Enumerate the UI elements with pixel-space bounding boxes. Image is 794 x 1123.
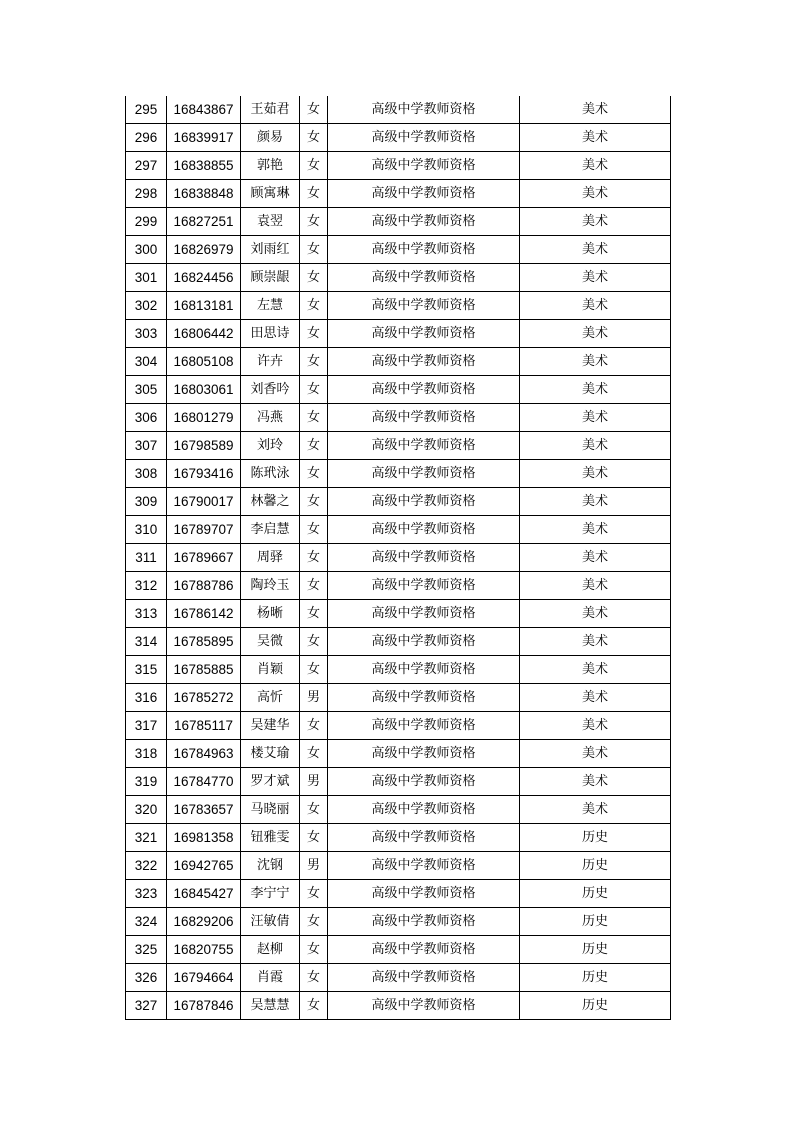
qualification-cell: 高级中学教师资格: [328, 236, 520, 264]
qualification-cell: 高级中学教师资格: [328, 908, 520, 936]
candidate-id-cell: 16785272: [167, 684, 241, 712]
candidate-name-cell: 赵柳: [241, 936, 300, 964]
candidate-name-cell: 吴慧慧: [241, 992, 300, 1020]
subject-cell: 美术: [520, 264, 671, 292]
candidate-name-cell: 顾崇龈: [241, 264, 300, 292]
candidate-id-cell: 16838848: [167, 180, 241, 208]
gender-cell: 女: [300, 824, 328, 852]
candidate-name-cell: 沈钢: [241, 852, 300, 880]
table-row: [126, 180, 671, 208]
candidate-id-cell: 16789667: [167, 544, 241, 572]
subject-cell: 历史: [520, 824, 671, 852]
gender-cell: 女: [300, 236, 328, 264]
gender-cell: 女: [300, 992, 328, 1020]
candidate-id-cell: 16824456: [167, 264, 241, 292]
table-row: [126, 264, 671, 292]
candidate-id-cell: 16843867: [167, 96, 241, 124]
row-number-cell: 308: [126, 460, 167, 488]
table-row: [126, 992, 671, 1020]
candidate-name-cell: 陈玳泳: [241, 460, 300, 488]
subject-cell: 美术: [520, 208, 671, 236]
qualification-cell: 高级中学教师资格: [328, 740, 520, 768]
gender-cell: 女: [300, 292, 328, 320]
row-number-cell: 325: [126, 936, 167, 964]
candidate-id-cell: 16829206: [167, 908, 241, 936]
qualification-cell: 高级中学教师资格: [328, 404, 520, 432]
row-number-cell: 321: [126, 824, 167, 852]
row-number-cell: 298: [126, 180, 167, 208]
candidate-name-cell: 陶玲玉: [241, 572, 300, 600]
table-row: [126, 656, 671, 684]
qualification-cell: 高级中学教师资格: [328, 628, 520, 656]
row-number-cell: 306: [126, 404, 167, 432]
candidate-name-cell: 吴建华: [241, 712, 300, 740]
subject-cell: 美术: [520, 348, 671, 376]
candidate-id-cell: 16845427: [167, 880, 241, 908]
gender-cell: 女: [300, 152, 328, 180]
qualification-cell: 高级中学教师资格: [328, 768, 520, 796]
subject-cell: 历史: [520, 852, 671, 880]
table-row: [126, 432, 671, 460]
row-number-cell: 295: [126, 96, 167, 124]
candidate-name-cell: 顾寓琳: [241, 180, 300, 208]
candidate-id-cell: 16785117: [167, 712, 241, 740]
subject-cell: 美术: [520, 376, 671, 404]
candidate-id-cell: 16813181: [167, 292, 241, 320]
gender-cell: 男: [300, 852, 328, 880]
candidate-name-cell: 钮雅雯: [241, 824, 300, 852]
gender-cell: 女: [300, 600, 328, 628]
subject-cell: 美术: [520, 740, 671, 768]
gender-cell: 女: [300, 908, 328, 936]
candidate-id-cell: 16789707: [167, 516, 241, 544]
candidate-name-cell: 冯燕: [241, 404, 300, 432]
qualification-cell: 高级中学教师资格: [328, 320, 520, 348]
candidate-name-cell: 吴微: [241, 628, 300, 656]
table-row: [126, 824, 671, 852]
table-row: [126, 740, 671, 768]
table-row: [126, 516, 671, 544]
qualification-cell: 高级中学教师资格: [328, 516, 520, 544]
subject-cell: 历史: [520, 908, 671, 936]
gender-cell: 女: [300, 964, 328, 992]
table-row: [126, 936, 671, 964]
candidate-id-cell: 16784963: [167, 740, 241, 768]
candidate-id-cell: 16801279: [167, 404, 241, 432]
candidate-name-cell: 许卉: [241, 348, 300, 376]
qualification-cell: 高级中学教师资格: [328, 600, 520, 628]
subject-cell: 美术: [520, 404, 671, 432]
subject-cell: 美术: [520, 292, 671, 320]
table-row: [126, 404, 671, 432]
row-number-cell: 314: [126, 628, 167, 656]
row-number-cell: 318: [126, 740, 167, 768]
row-number-cell: 309: [126, 488, 167, 516]
qualification-cell: 高级中学教师资格: [328, 852, 520, 880]
gender-cell: 女: [300, 488, 328, 516]
candidate-name-cell: 刘玲: [241, 432, 300, 460]
candidate-id-cell: 16785885: [167, 656, 241, 684]
qualification-cell: 高级中学教师资格: [328, 544, 520, 572]
subject-cell: 美术: [520, 712, 671, 740]
candidate-id-cell: 16981358: [167, 824, 241, 852]
candidate-id-cell: 16786142: [167, 600, 241, 628]
gender-cell: 女: [300, 796, 328, 824]
subject-cell: 美术: [520, 600, 671, 628]
subject-cell: 美术: [520, 432, 671, 460]
table-row: [126, 348, 671, 376]
table-row: [126, 712, 671, 740]
candidate-id-cell: 16803061: [167, 376, 241, 404]
gender-cell: 女: [300, 376, 328, 404]
table-row: [126, 96, 671, 124]
qualification-cell: 高级中学教师资格: [328, 180, 520, 208]
table-row: [126, 600, 671, 628]
table-row: [126, 852, 671, 880]
candidate-id-cell: 16794664: [167, 964, 241, 992]
subject-cell: 历史: [520, 964, 671, 992]
table-row: [126, 236, 671, 264]
qualification-cell: 高级中学教师资格: [328, 684, 520, 712]
gender-cell: 女: [300, 628, 328, 656]
qualification-cell: 高级中学教师资格: [328, 964, 520, 992]
table-row: [126, 208, 671, 236]
table-row: [126, 572, 671, 600]
row-number-cell: 304: [126, 348, 167, 376]
table-row: [126, 460, 671, 488]
gender-cell: 男: [300, 768, 328, 796]
row-number-cell: 326: [126, 964, 167, 992]
subject-cell: 美术: [520, 180, 671, 208]
gender-cell: 女: [300, 656, 328, 684]
qualification-cell: 高级中学教师资格: [328, 656, 520, 684]
candidate-id-cell: 16839917: [167, 124, 241, 152]
qualification-cell: 高级中学教师资格: [328, 376, 520, 404]
qualification-cell: 高级中学教师资格: [328, 208, 520, 236]
candidate-name-cell: 周驿: [241, 544, 300, 572]
gender-cell: 女: [300, 544, 328, 572]
table-row: [126, 768, 671, 796]
candidate-name-cell: 林馨之: [241, 488, 300, 516]
subject-cell: 美术: [520, 796, 671, 824]
subject-cell: 美术: [520, 768, 671, 796]
candidate-name-cell: 肖霞: [241, 964, 300, 992]
candidate-name-cell: 李启慧: [241, 516, 300, 544]
subject-cell: 历史: [520, 936, 671, 964]
qualification-cell: 高级中学教师资格: [328, 572, 520, 600]
candidate-name-cell: 肖颖: [241, 656, 300, 684]
candidate-id-cell: 16806442: [167, 320, 241, 348]
roster-body: [126, 96, 671, 1020]
gender-cell: 女: [300, 740, 328, 768]
row-number-cell: 313: [126, 600, 167, 628]
row-number-cell: 301: [126, 264, 167, 292]
qualification-cell: 高级中学教师资格: [328, 488, 520, 516]
subject-cell: 历史: [520, 992, 671, 1020]
candidate-name-cell: 高忻: [241, 684, 300, 712]
qualification-cell: 高级中学教师资格: [328, 124, 520, 152]
candidate-name-cell: 袁翌: [241, 208, 300, 236]
candidate-name-cell: 田思诗: [241, 320, 300, 348]
row-number-cell: 307: [126, 432, 167, 460]
candidate-id-cell: 16826979: [167, 236, 241, 264]
candidate-id-cell: 16793416: [167, 460, 241, 488]
candidate-id-cell: 16798589: [167, 432, 241, 460]
row-number-cell: 323: [126, 880, 167, 908]
candidate-id-cell: 16820755: [167, 936, 241, 964]
table-row: [126, 684, 671, 712]
row-number-cell: 310: [126, 516, 167, 544]
candidate-name-cell: 左慧: [241, 292, 300, 320]
gender-cell: 女: [300, 432, 328, 460]
subject-cell: 美术: [520, 124, 671, 152]
subject-cell: 历史: [520, 880, 671, 908]
candidate-id-cell: 16838855: [167, 152, 241, 180]
qualification-cell: 高级中学教师资格: [328, 992, 520, 1020]
row-number-cell: 299: [126, 208, 167, 236]
candidate-id-cell: 16785895: [167, 628, 241, 656]
gender-cell: 女: [300, 880, 328, 908]
gender-cell: 男: [300, 684, 328, 712]
gender-cell: 女: [300, 208, 328, 236]
table-row: [126, 292, 671, 320]
table-row: [126, 908, 671, 936]
qualification-cell: 高级中学教师资格: [328, 824, 520, 852]
candidate-id-cell: 16827251: [167, 208, 241, 236]
qualification-cell: 高级中学教师资格: [328, 348, 520, 376]
gender-cell: 女: [300, 404, 328, 432]
candidate-id-cell: 16784770: [167, 768, 241, 796]
row-number-cell: 316: [126, 684, 167, 712]
gender-cell: 女: [300, 264, 328, 292]
subject-cell: 美术: [520, 96, 671, 124]
subject-cell: 美术: [520, 488, 671, 516]
qualification-cell: 高级中学教师资格: [328, 292, 520, 320]
row-number-cell: 300: [126, 236, 167, 264]
table-row: [126, 880, 671, 908]
subject-cell: 美术: [520, 320, 671, 348]
candidate-id-cell: 16788786: [167, 572, 241, 600]
subject-cell: 美术: [520, 460, 671, 488]
row-number-cell: 311: [126, 544, 167, 572]
subject-cell: 美术: [520, 236, 671, 264]
row-number-cell: 317: [126, 712, 167, 740]
table-row: [126, 544, 671, 572]
row-number-cell: 320: [126, 796, 167, 824]
row-number-cell: 296: [126, 124, 167, 152]
table-row: [126, 320, 671, 348]
table-row: [126, 488, 671, 516]
row-number-cell: 312: [126, 572, 167, 600]
candidate-name-cell: 郭艳: [241, 152, 300, 180]
table-row: [126, 376, 671, 404]
candidate-id-cell: 16942765: [167, 852, 241, 880]
gender-cell: 女: [300, 460, 328, 488]
row-number-cell: 322: [126, 852, 167, 880]
candidate-id-cell: 16787846: [167, 992, 241, 1020]
candidate-name-cell: 王茹君: [241, 96, 300, 124]
qualification-cell: 高级中学教师资格: [328, 460, 520, 488]
candidate-name-cell: 汪敏倩: [241, 908, 300, 936]
subject-cell: 美术: [520, 544, 671, 572]
candidate-id-cell: 16805108: [167, 348, 241, 376]
row-number-cell: 315: [126, 656, 167, 684]
candidate-name-cell: 楼艾瑜: [241, 740, 300, 768]
gender-cell: 女: [300, 572, 328, 600]
row-number-cell: 319: [126, 768, 167, 796]
qualification-cell: 高级中学教师资格: [328, 796, 520, 824]
qualification-cell: 高级中学教师资格: [328, 712, 520, 740]
subject-cell: 美术: [520, 628, 671, 656]
gender-cell: 女: [300, 516, 328, 544]
candidate-name-cell: 李宁宁: [241, 880, 300, 908]
gender-cell: 女: [300, 320, 328, 348]
gender-cell: 女: [300, 936, 328, 964]
qualification-cell: 高级中学教师资格: [328, 432, 520, 460]
qualification-cell: 高级中学教师资格: [328, 880, 520, 908]
candidate-name-cell: 马晓丽: [241, 796, 300, 824]
candidate-id-cell: 16783657: [167, 796, 241, 824]
qualification-cell: 高级中学教师资格: [328, 152, 520, 180]
subject-cell: 美术: [520, 572, 671, 600]
subject-cell: 美术: [520, 656, 671, 684]
subject-cell: 美术: [520, 152, 671, 180]
candidate-name-cell: 刘香吟: [241, 376, 300, 404]
row-number-cell: 302: [126, 292, 167, 320]
row-number-cell: 324: [126, 908, 167, 936]
gender-cell: 女: [300, 348, 328, 376]
table-row: [126, 152, 671, 180]
candidate-name-cell: 刘雨红: [241, 236, 300, 264]
candidate-id-cell: 16790017: [167, 488, 241, 516]
gender-cell: 女: [300, 96, 328, 124]
qualification-cell: 高级中学教师资格: [328, 96, 520, 124]
candidate-name-cell: 杨晰: [241, 600, 300, 628]
candidate-name-cell: 颜易: [241, 124, 300, 152]
row-number-cell: 303: [126, 320, 167, 348]
qualification-cell: 高级中学教师资格: [328, 936, 520, 964]
gender-cell: 女: [300, 180, 328, 208]
roster-table: [125, 96, 671, 1020]
table-row: [126, 124, 671, 152]
table-row: [126, 964, 671, 992]
candidate-name-cell: 罗才斌: [241, 768, 300, 796]
table-row: [126, 628, 671, 656]
subject-cell: 美术: [520, 684, 671, 712]
row-number-cell: 297: [126, 152, 167, 180]
qualification-cell: 高级中学教师资格: [328, 264, 520, 292]
gender-cell: 女: [300, 124, 328, 152]
table-row: [126, 796, 671, 824]
gender-cell: 女: [300, 712, 328, 740]
row-number-cell: 305: [126, 376, 167, 404]
row-number-cell: 327: [126, 992, 167, 1020]
subject-cell: 美术: [520, 516, 671, 544]
